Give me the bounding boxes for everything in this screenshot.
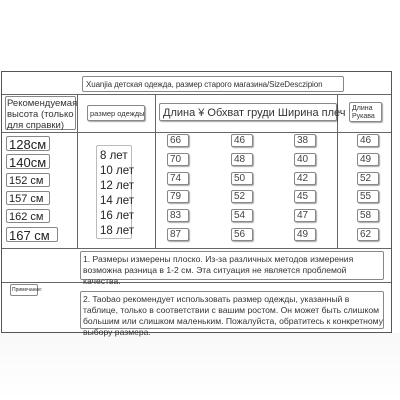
shoulder-value: 42	[297, 173, 309, 184]
age-value: 16 лет	[100, 210, 134, 222]
height-value: 140см	[9, 155, 47, 170]
header-height-box	[5, 96, 76, 130]
age-value: 14 лет	[100, 195, 134, 207]
sleeve-value: 55	[360, 191, 372, 202]
sleeve-box	[357, 134, 379, 147]
shoulder-box	[294, 209, 316, 222]
header-sleeve-length: Длина Рукава	[352, 105, 375, 120]
row-divider	[2, 94, 391, 95]
chest-value: 46	[234, 135, 246, 146]
chest-box	[231, 190, 253, 203]
height-box	[6, 227, 58, 242]
title-box	[82, 76, 344, 92]
header-clothing-size: размер одежды	[90, 109, 145, 118]
height-value: 167 см	[9, 228, 50, 243]
note-label-box	[10, 284, 43, 296]
sleeve-box	[357, 209, 379, 222]
chart-title: Xuanjia детская одежда, размер старого магазина/SizeDesczipion	[86, 80, 323, 89]
length-value: 87	[170, 229, 182, 240]
note-1: 1. Размеры измерены плоско. Из-за различных методов измерения возможна разница в 1-2 см. Эта ситуация не является проблемой качества.	[83, 254, 354, 286]
chest-box	[231, 209, 253, 222]
chest-value: 48	[234, 154, 246, 165]
age-value: 18 лет	[100, 225, 134, 237]
age-list-box	[96, 145, 132, 239]
height-value: 157 см	[9, 193, 44, 205]
length-box	[167, 209, 189, 222]
note-2: 2. Taobao рекомендует использовать размер одежды, указанный в таблице, только в соответствии с вашим ростом. Он может быть слишком большим или слишком маленьким. Пожалуйста, обратитесь к конкретному выбору размера.	[83, 294, 383, 337]
height-box	[6, 173, 50, 187]
height-value: 152 см	[9, 175, 44, 187]
note-1-box	[80, 251, 384, 286]
height-value: 128см	[9, 137, 47, 152]
shoulder-box	[294, 153, 316, 166]
size-chart-table	[1, 71, 392, 337]
row-divider	[2, 132, 391, 133]
length-value: 70	[170, 154, 182, 165]
chest-value: 50	[234, 173, 246, 184]
chest-value: 56	[234, 229, 246, 240]
height-box	[6, 191, 50, 205]
height-box	[6, 154, 50, 169]
age-value: 8 лет	[100, 150, 128, 162]
shoulder-box	[294, 134, 316, 147]
length-value: 83	[170, 210, 182, 221]
sleeve-value: 46	[360, 135, 372, 146]
length-box	[167, 228, 189, 241]
sleeve-value: 49	[360, 154, 372, 165]
header-recommended-height: Рекомендуемая высота (только для справки)	[7, 98, 78, 131]
length-value: 79	[170, 191, 182, 202]
sleeve-value: 58	[360, 210, 372, 221]
shoulder-box	[294, 172, 316, 185]
sleeve-box	[357, 172, 379, 185]
sleeve-box	[357, 228, 379, 241]
height-value: 162 см	[9, 211, 44, 223]
length-box	[167, 134, 189, 147]
chest-box	[231, 153, 253, 166]
header-sleeve-box	[349, 102, 382, 122]
sleeve-box	[357, 153, 379, 166]
header-measurements: Длина ¥ Обхват груди Ширина плеч	[163, 107, 346, 119]
note-2-box	[80, 291, 384, 337]
background-fade	[0, 333, 400, 400]
age-value: 10 лет	[100, 165, 134, 177]
chest-box	[231, 228, 253, 241]
chest-box	[231, 134, 253, 147]
length-box	[167, 172, 189, 185]
sleeve-value: 52	[360, 173, 372, 184]
sleeve-box	[357, 190, 379, 203]
length-value: 74	[170, 173, 182, 184]
column-divider	[155, 94, 156, 248]
shoulder-value: 49	[297, 229, 309, 240]
header-measurements-box	[159, 103, 346, 121]
shoulder-value: 38	[297, 135, 309, 146]
chest-value: 52	[234, 191, 246, 202]
header-size-box	[87, 105, 145, 121]
chest-value: 54	[234, 210, 246, 221]
shoulder-value: 45	[297, 191, 309, 202]
length-value: 66	[170, 135, 182, 146]
sleeve-value: 62	[360, 229, 372, 240]
height-box	[6, 209, 50, 223]
height-box	[6, 136, 50, 151]
shoulder-box	[294, 228, 316, 241]
shoulder-value: 40	[297, 154, 309, 165]
length-box	[167, 190, 189, 203]
chest-box	[231, 172, 253, 185]
row-divider	[2, 248, 391, 249]
note-label: Примечание:	[12, 287, 43, 293]
length-box	[167, 153, 189, 166]
shoulder-value: 47	[297, 210, 309, 221]
age-value: 12 лет	[100, 180, 134, 192]
shoulder-box	[294, 190, 316, 203]
